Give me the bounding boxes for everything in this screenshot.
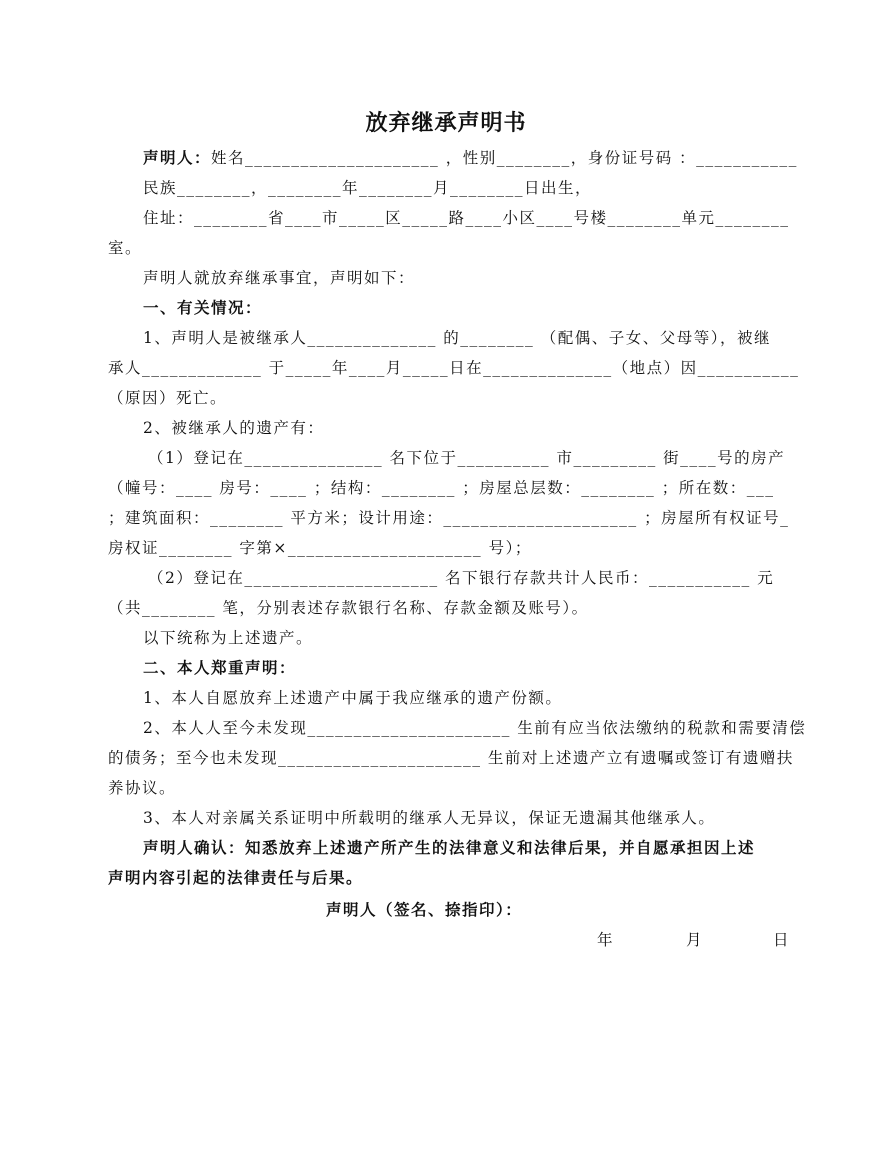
s2-p1: 1、本人自愿放弃上述遗产中属于我应继承的遗产份额。 bbox=[143, 689, 563, 707]
section1-heading: 一、有关情况： bbox=[143, 298, 263, 317]
declarant-line-2: 民族________，________年________月________日出生， bbox=[143, 179, 593, 197]
s1-p3-line4: 房权证________ 字第×_____________________ 号）； bbox=[108, 539, 532, 557]
page-title: 放弃继承声明书 bbox=[365, 110, 527, 136]
declarant-line-4: 室。 bbox=[108, 239, 143, 257]
date-day: 日 bbox=[773, 931, 789, 949]
s1-p1-line2: 承人_____________ 于_____年____月_____日在______________（地点）因___________ bbox=[108, 359, 800, 377]
s1-p2: 2、被继承人的遗产有： bbox=[143, 419, 325, 437]
declarant-line-1: 声明人：姓名_____________________ ，性别________，身份证号码 ：___________ bbox=[143, 148, 798, 167]
date-month: 月 bbox=[686, 931, 702, 949]
confirm-line-1: 声明人确认：知悉放弃上述遗产所产生的法律意义和法律后果，并自愿承担因上述 bbox=[143, 838, 756, 857]
date-year: 年 bbox=[597, 931, 613, 949]
s1-p3-line3: ；建筑面积：________ 平方米；设计用途：_____________________ ；房屋所有权证号_ bbox=[108, 509, 790, 527]
s1-p1-line3: （原因）死亡。 bbox=[108, 389, 228, 407]
s1-p5: 以下统称为上述遗产。 bbox=[143, 629, 314, 647]
intro-text: 声明人就放弃继承事宜，声明如下： bbox=[143, 269, 416, 287]
s2-p3: 3、本人对亲属关系证明中所载明的继承人无异议，保证无遗漏其他继承人。 bbox=[143, 809, 716, 827]
s2-p2-line2: 的债务；至今也未发现______________________ 生前对上述遗产立有遗嘱或签订有遗赠扶 bbox=[108, 749, 794, 767]
s1-p1-line1: 1、声明人是被继承人______________ 的________ （配偶、子女、父母等），被继 bbox=[143, 329, 771, 347]
s2-p2-line3: 养协议。 bbox=[108, 779, 177, 797]
signature-label: 声明人（签名、捺指印）： bbox=[326, 900, 523, 919]
s1-p4-line1: （2）登记在_____________________ 名下银行存款共计人民币：___________ 元 bbox=[148, 569, 775, 587]
declarant-line-3: 住址：________省____市_____区_____路____小区____号楼________单元________ bbox=[143, 209, 790, 227]
s1-p3-line2: （幢号：____ 房号：____ ；结构：________ ；房屋总层数：________ ；所在数：___ bbox=[108, 479, 775, 497]
s1-p4-line2: （共________ 笔，分别表述存款银行名称、存款金额及账号）。 bbox=[108, 599, 589, 617]
section2-heading: 二、本人郑重声明： bbox=[143, 658, 297, 677]
s2-p2-line1: 2、本人人至今未发现______________________ 生前有应当依法缴纳的税款和需要清偿 bbox=[143, 719, 807, 737]
declarant-label: 声明人： bbox=[143, 148, 212, 167]
confirm-line-2: 声明内容引起的法律责任与后果。 bbox=[108, 868, 364, 887]
s1-p3-line1: （1）登记在_______________ 名下位于__________ 市_________ 街____号的房产 bbox=[148, 449, 786, 467]
